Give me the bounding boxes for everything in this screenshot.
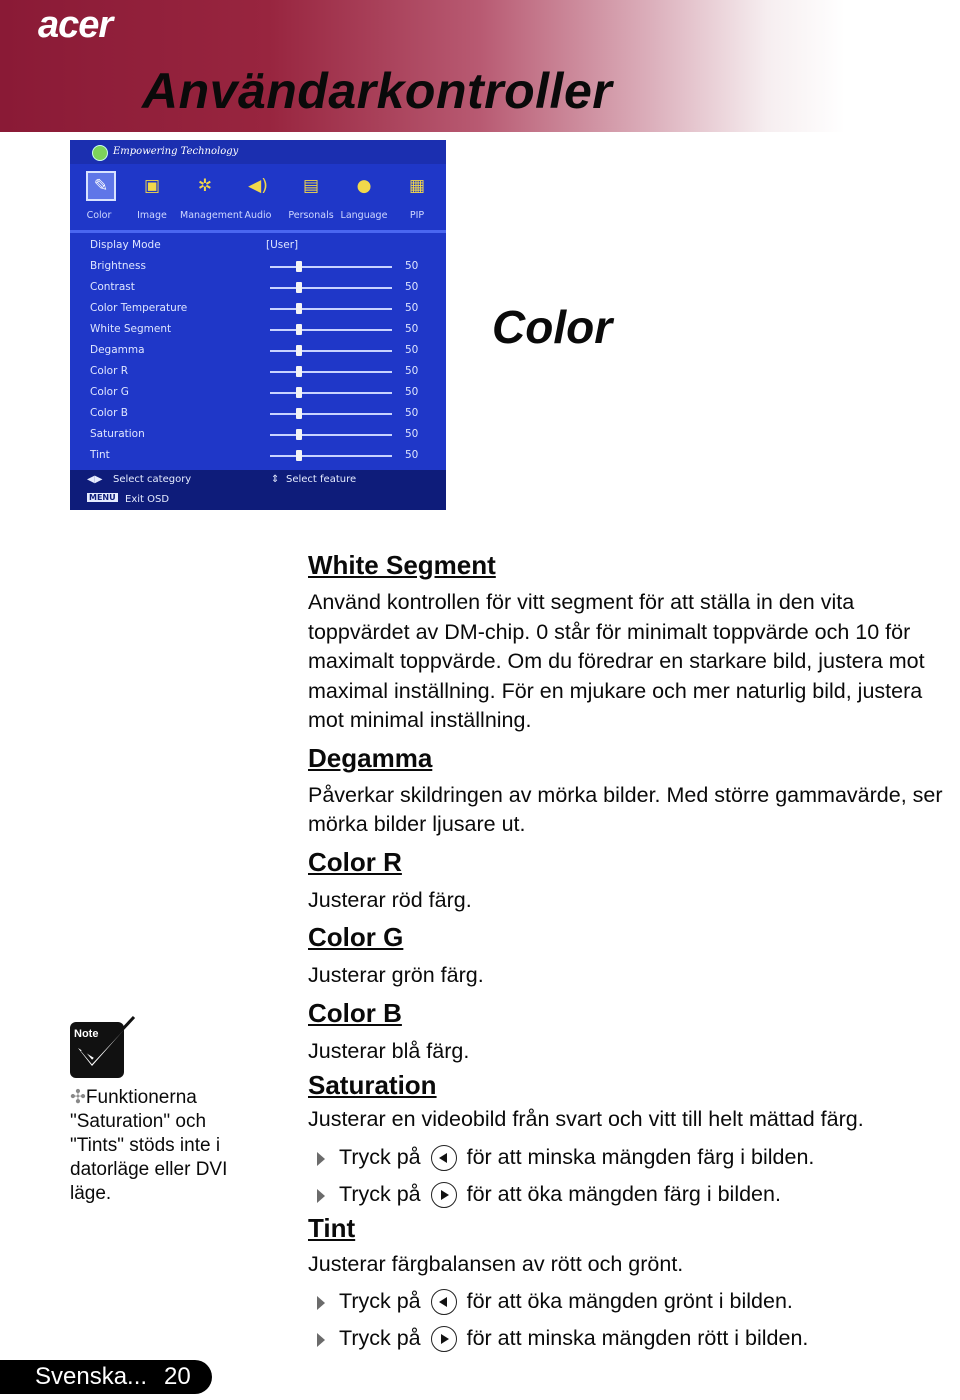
osd-row-value: 50: [405, 281, 419, 293]
osd-slider-knob[interactable]: [296, 408, 302, 419]
bullet-text: för att minska mängden färg i bilden.: [466, 1144, 815, 1169]
osd-slider-track[interactable]: [270, 329, 392, 331]
heading-degamma: Degamma: [308, 742, 433, 773]
osd-tab-label: Audio: [244, 210, 272, 221]
select-category-label: Select category: [113, 474, 192, 485]
osd-slider-track[interactable]: [270, 413, 392, 415]
osd-slider-knob[interactable]: [296, 366, 302, 377]
osd-slider-track[interactable]: [270, 392, 392, 394]
heading-color-b: Color B: [308, 997, 402, 1028]
up-down-arrows-icon: ⇕: [271, 474, 280, 485]
osd-row-value: 50: [405, 407, 419, 419]
left-arrow-button-icon: [431, 1145, 457, 1171]
heading-tint: Tint: [308, 1212, 356, 1243]
bullet-text: för att minska mängden rött i bilden.: [466, 1326, 809, 1350]
page-title: Användarkontroller: [142, 63, 613, 119]
osd-slider-track[interactable]: [270, 350, 392, 352]
osd-row-value: 50: [405, 449, 419, 461]
osd-slider-knob[interactable]: [296, 324, 302, 335]
acer-logo: acer: [38, 4, 113, 46]
osd-slider-track[interactable]: [270, 434, 392, 436]
image-icon: ▣: [143, 176, 161, 196]
osd-row[interactable]: [70, 319, 446, 340]
paragraph-color-g: Justerar grön färg.: [308, 963, 484, 987]
osd-tab-color[interactable]: [84, 166, 114, 228]
osd-tab-personals[interactable]: [288, 166, 334, 228]
paragraph-saturation: Justerar en videobild från svart och vitt till helt mättad färg.: [308, 1107, 864, 1131]
osd-tab-image[interactable]: [137, 166, 167, 228]
right-arrow-button-icon: [431, 1182, 457, 1208]
osd-slider-knob[interactable]: [296, 387, 302, 398]
osd-row-value: 50: [405, 302, 419, 314]
osd-row-value: 50: [405, 365, 419, 377]
osd-row[interactable]: [70, 256, 446, 277]
header-banner: [0, 0, 960, 132]
osd-slider-track[interactable]: [270, 455, 392, 457]
osd-slider-knob[interactable]: [296, 303, 302, 314]
left-right-arrows-icon: ◀▶: [87, 474, 103, 485]
osd-tab-pip[interactable]: [402, 166, 432, 228]
osd-row[interactable]: [70, 424, 446, 445]
osd-row[interactable]: [70, 235, 446, 256]
bullet-prefix: Tryck på: [339, 1289, 421, 1313]
page-footer: [0, 1360, 212, 1394]
osd-row-mode-value: [User]: [266, 239, 299, 251]
note-checkmark-icon: [68, 1014, 140, 1082]
footer-language: Svenska...: [35, 1363, 148, 1390]
osd-row-label: Color G: [90, 386, 129, 398]
bullet-prefix: Tryck på: [339, 1144, 421, 1169]
list-item: [308, 1324, 960, 1353]
paragraph-tint: Justerar färgbalansen av rött och grönt.: [308, 1251, 684, 1276]
osd-row-value: 50: [405, 323, 419, 335]
list-item: [308, 1180, 960, 1209]
osd-row[interactable]: [70, 361, 446, 382]
osd-row-label: Display Mode: [90, 239, 161, 251]
osd-row[interactable]: [70, 277, 446, 298]
bullet-prefix: Tryck på: [339, 1181, 421, 1206]
osd-slider-track[interactable]: [270, 266, 392, 268]
osd-slider-knob[interactable]: [296, 429, 302, 440]
osd-tab-label: PIP: [409, 210, 425, 221]
heading-saturation: Saturation: [308, 1070, 437, 1100]
list-item: [308, 1143, 960, 1172]
osd-tab-audio[interactable]: [243, 166, 273, 228]
heading-color-r: Color R: [308, 846, 402, 877]
osd-divider: [70, 230, 446, 233]
bullet-triangle-icon: [317, 1189, 325, 1203]
osd-tab-label: Personals: [288, 210, 334, 221]
paragraph-degamma: Påverkar skildringen av mörka bilder. Med större gammavärde, ser mörka bilder ljusare ut.: [308, 782, 943, 836]
bullet-triangle-icon: [317, 1296, 325, 1310]
osd-tab-label: Language: [340, 210, 388, 221]
osd-tab-bar: [70, 166, 446, 228]
osd-row-label: Color Temperature: [90, 302, 188, 314]
osd-tab-label: Management: [180, 210, 243, 221]
osd-slider-knob[interactable]: [296, 345, 302, 356]
content-column: [308, 548, 960, 1353]
osd-row-label: Color R: [90, 365, 129, 377]
palette-icon: ✎: [86, 171, 116, 201]
osd-footer: [70, 470, 446, 510]
osd-brand-text: Empowering Technology: [113, 146, 239, 157]
osd-row-value: 50: [405, 386, 419, 398]
empowering-logo-icon: [92, 145, 108, 161]
heading-white-segment: White Segment: [308, 550, 496, 580]
osd-row-label: Brightness: [90, 260, 146, 272]
paragraph-color-r: Justerar röd färg.: [308, 887, 472, 912]
osd-slider-track[interactable]: [270, 308, 392, 310]
osd-row-value: 50: [405, 344, 419, 356]
right-arrow-button-icon: [431, 1326, 457, 1352]
osd-tab-label: Image: [137, 210, 167, 221]
bullet-text: för att öka mängden färg i bilden.: [466, 1181, 781, 1206]
osd-row-label: Contrast: [90, 281, 135, 293]
osd-slider-knob[interactable]: [296, 282, 302, 293]
note-label: Note: [74, 1028, 99, 1040]
page-number: 20: [164, 1363, 191, 1390]
osd-slider-knob[interactable]: [296, 261, 302, 272]
note-bullet-icon: ✣: [70, 1087, 86, 1108]
left-arrow-button-icon: [431, 1289, 457, 1315]
list-item: [308, 1287, 960, 1316]
osd-row[interactable]: [70, 382, 446, 403]
osd-tab-language[interactable]: [340, 166, 388, 228]
section-title: Color: [492, 301, 613, 353]
exit-osd-label: Exit OSD: [125, 494, 170, 505]
bullet-prefix: Tryck på: [339, 1326, 421, 1350]
osd-tab-label: Color: [86, 210, 112, 221]
paragraph-white-segment: Använd kontrollen för vitt segment för att ställa in den vita toppvärdet av DM-chip. 0 står för minimalt toppvärde och 10 för maximalt toppvärde. Om du föredrar en starkare bild, justera mot maximal inställning. För en mjukare och mer naturlig bild, justera mot minimal inställning.: [308, 590, 925, 732]
select-feature-label: Select feature: [286, 474, 357, 485]
bullet-text: för att öka mängden grönt i bilden.: [466, 1289, 793, 1313]
osd-row[interactable]: [70, 340, 446, 361]
note-body: Funktionerna "Saturation" och "Tints" stöds inte i datorläge eller DVI läge.: [70, 1087, 228, 1204]
osd-row-value: 50: [405, 428, 419, 440]
osd-menu-screenshot: [70, 140, 446, 510]
management-icon: ✲: [197, 176, 213, 196]
osd-row[interactable]: [70, 445, 446, 466]
osd-row-label: Degamma: [90, 344, 145, 356]
osd-row[interactable]: [70, 298, 446, 319]
osd-brand-bar: [70, 140, 446, 164]
osd-row-label: Tint: [90, 449, 110, 461]
personals-icon: ▤: [302, 176, 320, 196]
paragraph-color-b: Justerar blå färg.: [308, 1038, 470, 1063]
speaker-icon: ◀): [248, 176, 268, 196]
osd-row-label: Saturation: [90, 428, 145, 440]
heading-color-g: Color G: [308, 922, 404, 952]
osd-row-label: Color B: [90, 407, 128, 419]
osd-row[interactable]: [70, 403, 446, 424]
language-icon: ●: [356, 176, 372, 196]
osd-row-value: 50: [405, 260, 419, 272]
menu-key-badge: MENU: [89, 493, 116, 502]
note-text: [70, 1086, 250, 1206]
bullet-triangle-icon: [317, 1152, 325, 1166]
bullet-triangle-icon: [317, 1333, 325, 1347]
pip-icon: ▦: [408, 176, 426, 196]
osd-slider-track[interactable]: [270, 287, 392, 289]
osd-row-label: White Segment: [90, 323, 172, 335]
osd-tab-management[interactable]: [180, 166, 243, 228]
osd-slider-track[interactable]: [270, 371, 392, 373]
osd-slider-knob[interactable]: [296, 450, 302, 461]
